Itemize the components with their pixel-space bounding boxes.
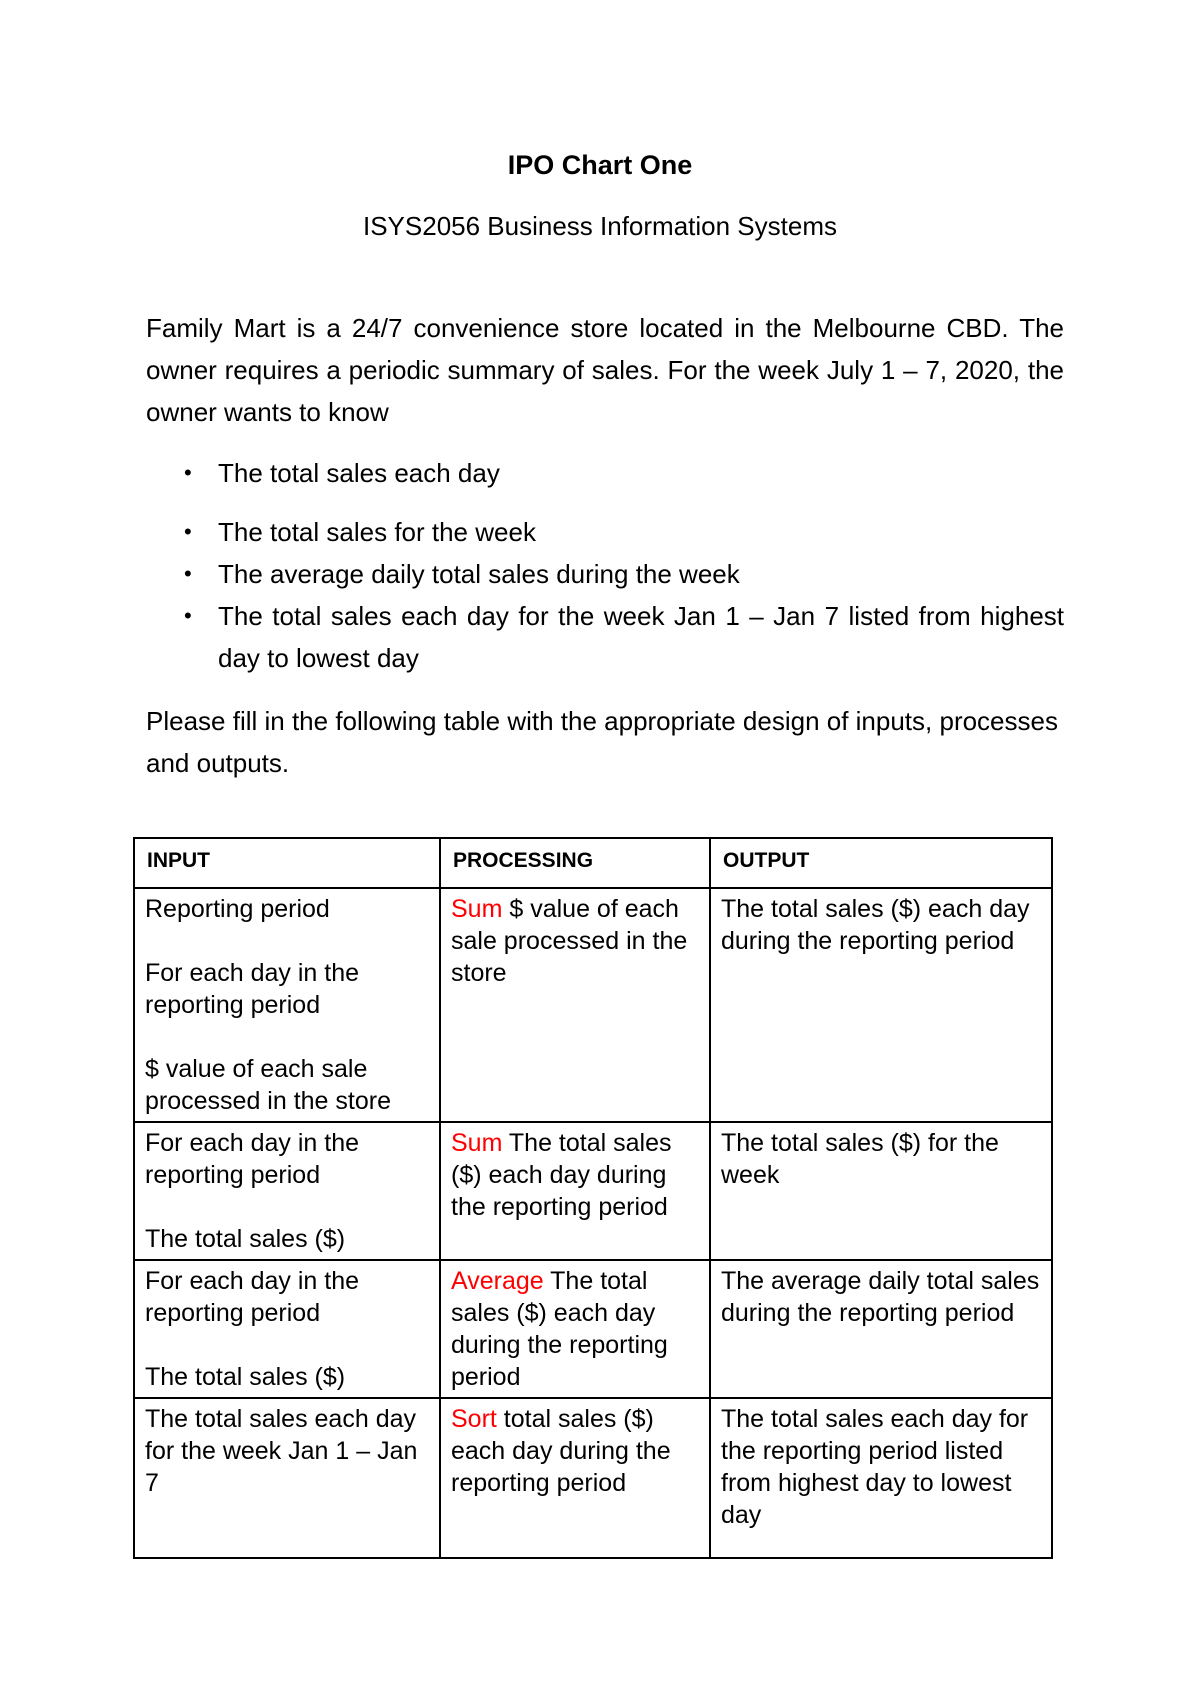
input-line: The total sales ($) <box>145 1225 346 1253</box>
input-line: The total sales ($) <box>145 1363 346 1391</box>
input-line: Reporting period <box>145 895 330 923</box>
input-line: $ value of each sale processed in the store <box>145 1055 391 1115</box>
list-item: • The total sales each day <box>146 452 1064 494</box>
instructions-paragraph: Please fill in the following table with the appropriate design of inputs, processes and outputs. <box>146 706 1058 778</box>
processing-cell <box>440 1122 710 1260</box>
input-line: For each day in the reporting period <box>145 1267 360 1327</box>
input-cell <box>134 1398 440 1558</box>
bullet-icon: • <box>184 603 192 628</box>
input-line: For each day in the reporting period <box>145 1129 360 1189</box>
process-text: The total sales ($) each day during the reporting period <box>451 1267 668 1391</box>
process-keyword: Sum <box>451 895 503 923</box>
header-processing: PROCESSING <box>440 838 710 888</box>
processing-cell <box>440 1260 710 1398</box>
process-keyword: Average <box>451 1267 544 1295</box>
process-text: $ value of each sale processed in the store <box>451 895 688 987</box>
requirements-list <box>146 452 1064 679</box>
table-row <box>134 1122 1052 1260</box>
table-row <box>134 1260 1052 1398</box>
process-text: The total sales ($) each day during the reporting period <box>451 1129 672 1221</box>
course-subtitle: ISYS2056 Business Information Systems <box>362 211 837 241</box>
list-item: • The total sales for the week <box>146 511 1064 553</box>
table-row <box>134 1398 1052 1558</box>
input-cell <box>134 888 440 1122</box>
bullet-icon: • <box>184 519 192 544</box>
list-item: • The average daily total sales during the week <box>146 553 1064 595</box>
processing-cell <box>440 888 710 1122</box>
input-line: The total sales each day for the week Jan 1 – Jan 7 <box>145 1405 418 1497</box>
intro-paragraph: Family Mart is a 24/7 convenience store located in the Melbourne CBD. The owner requires a periodic summary of sales. For the week July 1 – 7, 2020, the owner wants to know <box>146 313 1064 427</box>
output-cell: The total sales each day for the reporting period listed from highest day to lowest day <box>710 1398 1052 1558</box>
process-text: total sales ($) each day during the reporting period <box>451 1405 671 1497</box>
output-cell: The total sales ($) each day during the reporting period <box>710 888 1052 1122</box>
document-title: IPO Chart One <box>507 150 693 180</box>
process-keyword: Sum <box>451 1129 503 1157</box>
table-header-row <box>134 838 1052 888</box>
output-cell: The total sales ($) for the week <box>710 1122 1052 1260</box>
output-cell: The average daily total sales during the reporting period <box>710 1260 1052 1398</box>
bullet-icon: • <box>184 561 192 586</box>
list-item: • The total sales each day for the week Jan 1 – Jan 7 listed from highest day to lowest day <box>146 595 1064 679</box>
process-keyword: Sort <box>451 1405 497 1433</box>
input-cell <box>134 1122 440 1260</box>
input-cell <box>134 1260 440 1398</box>
header-output: OUTPUT <box>710 838 1052 888</box>
input-line: For each day in the reporting period <box>145 959 360 1019</box>
header-input: INPUT <box>134 838 440 888</box>
processing-cell <box>440 1398 710 1558</box>
ipo-table <box>133 837 1053 1559</box>
table-row <box>134 888 1052 1122</box>
bullet-icon: • <box>184 460 192 485</box>
